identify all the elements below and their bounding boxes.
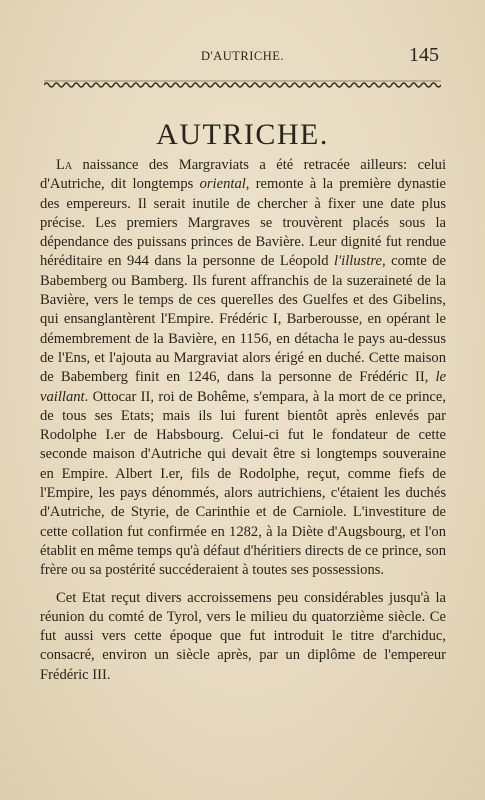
paragraph-2: Cet Etat reçut divers accroissemens peu considérables jusqu'à la réunion du comté de Tyrol, vers le milieu du quatorzième siècle. Ce fut aussi vers cette époque que fut introduit le titre d'archiduc, consacré, environ un siècle après, par un diplôme de l'empereur Frédéric III. <box>40 589 446 683</box>
paragraph-1-part-c: , comte de Babemberg ou Bamberg. Ils furent affranchis de la suzeraineté de la Bavière, vers le temps de ces querelles des Guelfes et des Gibelins, qui ensanglantèrent l'Empire. Frédéric I, Barberousse, en opérant le démembrement de la Bavière, en 1156, en détacha le pays au-dessus de l'Ens, et l'ajouta au Margraviat alors érigé en duché. Cette maison de Babemberg finit en 1246, dans la personne de Frédéric II, <box>40 253 446 386</box>
paragraph-1 <box>40 156 446 581</box>
body-text <box>40 156 446 685</box>
page-number: 145 <box>409 44 439 66</box>
paragraph-1-italic-vaillant: le vaillant <box>40 369 446 405</box>
ornamental-rule <box>44 80 441 90</box>
paragraph-1-part-a: naissance des Margraviats a été retracée ailleurs: celui d'Autriche, dit longtemps <box>40 157 446 193</box>
paragraph-1-part-d: . Ottocar II, roi de Bohême, s'empara, à la mort de ce prince, de tous ses Etats; mais ils lui furent bientôt après enlevés par Rodolphe I.er de Habsbourg. Celui-ci fut le fondateur de cette seconde maison d'Autriche qui devait être si longtemps souveraine en Empire. Albert I.er, fils de Rodolphe, reçut, comme fiefs de l'Empire, les pays dénommés, alors autrichiens, c'étaient les duchés d'Autriche, de Styrie, de Carinthie et de Carniole. L'investiture de cette collation fut confirmée en 1282, à la Diète d'Augsbourg, et l'on établit en même temps qu'à défaut d'héritiers directs de ce prince, son frère ou sa postérité succéderaient à toutes ses possessions. <box>40 388 446 579</box>
paragraph-1-lead: La <box>56 157 73 173</box>
paragraph-1-part-b: , remonte à la première dynastie des empereurs. Il serait inutile de chercher à fixer une date plus précise. Les premiers Margraves se trouvèrent placés sous la dépendance des puissans princes de Bavière. Leur dignité fut rendue héréditaire en 944 dans la personne de Léopold <box>40 176 446 270</box>
paragraph-1-italic-illustre: l'illustre <box>334 253 382 270</box>
chapter-title: AUTRICHE. <box>156 118 329 152</box>
paragraph-1-italic-oriental: oriental <box>199 176 246 193</box>
running-header <box>40 44 445 66</box>
running-title: D'AUTRICHE. <box>200 49 285 63</box>
ornamental-rule-graphic <box>44 80 441 90</box>
